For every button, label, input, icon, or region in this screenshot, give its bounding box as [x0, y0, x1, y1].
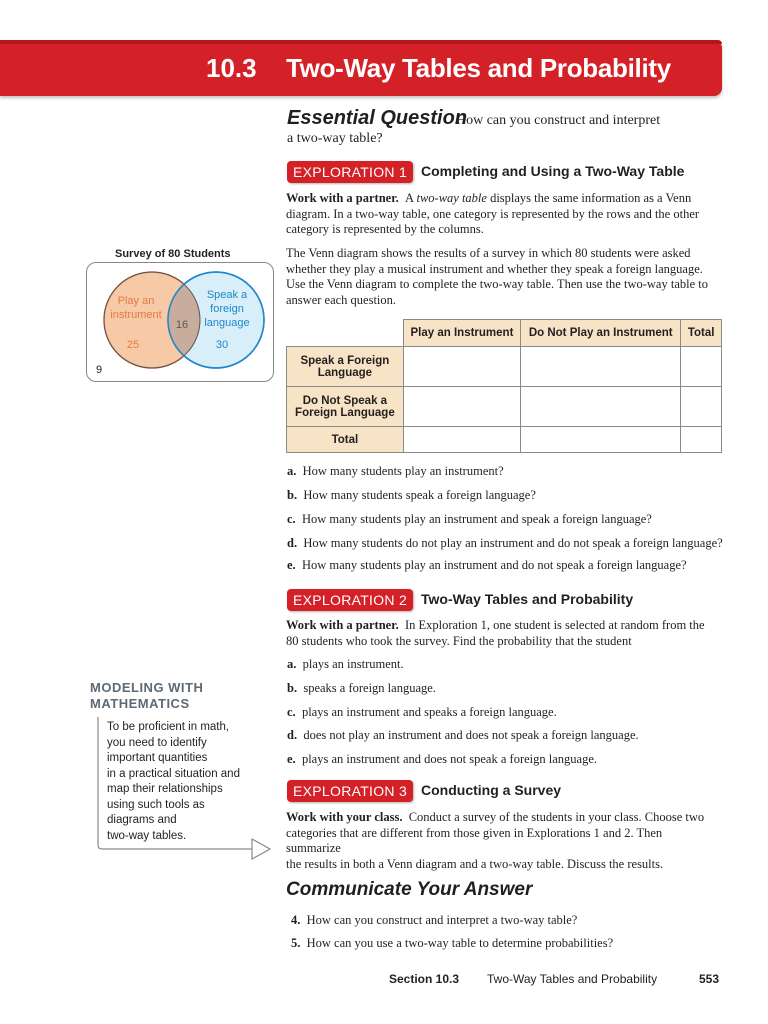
exploration-1-intro — [286, 191, 716, 238]
cell-total-total[interactable] — [681, 427, 722, 453]
para2-line1: The Venn diagram shows the results of a survey in which 80 students were asked — [286, 246, 691, 260]
question-text: How can you use a two-way table to determine probabilities? — [306, 936, 614, 950]
question-letter: d. — [287, 536, 298, 550]
question-letter: e. — [287, 752, 296, 766]
question-letter: b. — [287, 681, 298, 695]
venn-diagram — [86, 262, 276, 384]
question-5 — [291, 936, 613, 951]
exploration-1-title: Completing and Using a Two-Way Table — [421, 163, 685, 179]
col-header-play: Play an Instrument — [403, 320, 520, 347]
essential-question-text-2: a two-way table? — [287, 131, 383, 146]
cell-total-not-play[interactable] — [521, 427, 681, 453]
intro-bold: Work with a partner. — [286, 618, 399, 632]
question-1b — [287, 488, 536, 503]
exploration-3-badge: EXPLORATION 3 — [287, 780, 413, 802]
exploration-1-badge: EXPLORATION 1 — [287, 161, 413, 183]
section-number: 10.3 — [206, 53, 257, 83]
venn-left-value: 25 — [126, 339, 140, 351]
cell-speak-not-play[interactable] — [521, 347, 681, 387]
question-number: 4. — [291, 913, 301, 927]
exploration-2-intro — [286, 618, 716, 649]
intro-line1-rest: displays the same information as a Venn — [486, 191, 692, 205]
venn-left-label-1: Play an — [117, 295, 155, 307]
question-1e — [287, 558, 687, 573]
modeling-line: two-way tables. — [107, 829, 187, 842]
page-number: 553 — [699, 972, 720, 986]
table-header-row — [287, 320, 722, 347]
question-1c — [287, 512, 652, 527]
section-title: Two-Way Tables and Probability — [286, 53, 671, 83]
cell-not-speak-play[interactable] — [403, 387, 520, 427]
question-2e — [287, 752, 597, 767]
venn-title: Survey of 80 Students — [115, 248, 231, 260]
venn-overlap-value: 16 — [175, 319, 189, 331]
question-2d — [287, 728, 639, 743]
question-text: How many students play an instrument and do not speak a foreign language? — [301, 558, 687, 572]
question-1a — [287, 464, 504, 479]
intro-bold: Work with your class. — [286, 810, 403, 824]
intro-bold: Work with a partner. — [286, 191, 399, 205]
essential-question-text-1: How can you construct and interpret — [456, 113, 661, 128]
modeling-title — [90, 680, 203, 712]
essential-question-label: Essential Question — [287, 107, 468, 129]
cell-not-speak-not-play[interactable] — [521, 387, 681, 427]
intro-line3: category is represented by the columns. — [286, 222, 484, 236]
intro-line1-rest: In Exploration 1, one student is selected at random from the — [405, 618, 705, 632]
venn-left-label-2: instrument — [110, 309, 162, 321]
intro-italic: two-way table — [416, 191, 487, 205]
exploration-2-badge: EXPLORATION 2 — [287, 589, 413, 611]
header-highlight — [0, 40, 722, 44]
question-letter: a. — [287, 657, 297, 671]
modeling-line: you need to identify — [107, 736, 207, 749]
intro-line2: 80 students who took the survey. Find the probability that the student — [286, 633, 632, 648]
question-letter: a. — [287, 464, 297, 478]
cell-not-speak-total[interactable] — [681, 387, 722, 427]
exploration-1-para2 — [286, 246, 716, 308]
cell-speak-total[interactable] — [681, 347, 722, 387]
venn-right-label-2: foreign — [210, 303, 244, 315]
table-row — [287, 347, 722, 387]
question-letter: d. — [287, 728, 298, 742]
intro-line1-rest: Conduct a survey of the students in your class. Choose two — [408, 810, 705, 824]
venn-right-value: 30 — [215, 339, 229, 351]
question-number: 5. — [291, 936, 301, 950]
table-row — [287, 427, 722, 453]
footer-title: Two-Way Tables and Probability — [487, 972, 658, 986]
question-letter: c. — [287, 512, 296, 526]
question-text: How many students play an instrument and speak a foreign language? — [301, 512, 652, 526]
exploration-3-intro — [286, 810, 716, 872]
modeling-line: To be proficient in math, — [107, 721, 230, 733]
question-2a — [287, 657, 404, 672]
modeling-title-line2: MATHEMATICS — [90, 696, 190, 711]
para2-line2: whether they play a musical instrument and whether they speak a foreign language. — [286, 261, 703, 276]
modeling-line: in a practical situation and — [107, 767, 240, 780]
intro-a: A — [405, 191, 417, 205]
modeling-text — [107, 720, 267, 844]
modeling-line: diagrams and — [107, 814, 177, 826]
cell-speak-play[interactable] — [403, 347, 520, 387]
venn-right-label-3: language — [204, 317, 250, 329]
row-header-speak-line2: Language — [317, 366, 373, 379]
modeling-title-line1: MODELING WITH — [90, 680, 204, 695]
table-corner — [287, 320, 404, 347]
question-2c — [287, 705, 557, 720]
question-text: plays an instrument and does not speak a foreign language. — [301, 752, 597, 766]
table-row — [287, 387, 722, 427]
question-4 — [291, 913, 577, 928]
exploration-3-title: Conducting a Survey — [421, 782, 562, 798]
question-text: plays an instrument and speaks a foreign language. — [301, 705, 557, 719]
col-header-total: Total — [681, 320, 722, 347]
row-header-speak — [287, 347, 404, 387]
venn-right-label-1: Speak a — [206, 289, 248, 301]
col-header-not-play: Do Not Play an Instrument — [521, 320, 681, 347]
question-text: How many students speak a foreign language? — [303, 488, 536, 502]
row-header-not-speak-line1: Do Not Speak a — [302, 394, 388, 407]
intro-line3: the results in both a Venn diagram and a two-way table. Discuss the results. — [286, 856, 664, 871]
modeling-line: important quantities — [107, 752, 208, 764]
question-letter: c. — [287, 705, 296, 719]
question-text: plays an instrument. — [302, 657, 404, 671]
row-header-not-speak-line2: Foreign Language — [295, 406, 395, 419]
intro-line2: diagram. In a two-way table, one category is represented by the rows and the other — [286, 206, 700, 221]
communicate-heading: Communicate Your Answer — [286, 879, 533, 900]
question-text: How many students do not play an instrument and do not speak a foreign language? — [303, 536, 723, 550]
cell-total-play[interactable] — [403, 427, 520, 453]
row-header-not-speak — [287, 387, 404, 427]
row-header-total: Total — [287, 427, 404, 453]
question-text: How many students play an instrument? — [302, 464, 504, 478]
question-text: How can you construct and interpret a two-way table? — [306, 913, 578, 927]
exploration-2-title: Two-Way Tables and Probability — [421, 591, 634, 607]
question-text: does not play an instrument and does not speak a foreign language. — [303, 728, 639, 742]
question-2b — [287, 681, 436, 696]
row-header-speak-line1: Speak a Foreign — [300, 354, 390, 367]
question-letter: b. — [287, 488, 298, 502]
para2-line3: Use the Venn diagram to complete the two-way table. Then use the two-way table to — [286, 277, 708, 291]
footer-section: Section 10.3 — [389, 972, 460, 986]
para2-line4: answer each question. — [286, 292, 397, 307]
question-1d — [287, 536, 723, 551]
two-way-table — [286, 319, 722, 453]
intro-line2: categories that are different from those given in Explorations 1 and 2. Then summarize — [286, 825, 663, 855]
venn-outside-value: 9 — [96, 364, 103, 376]
question-text: speaks a foreign language. — [303, 681, 436, 695]
modeling-line: map their relationships — [107, 783, 223, 795]
question-letter: e. — [287, 558, 296, 572]
modeling-line: using such tools as — [107, 798, 205, 811]
